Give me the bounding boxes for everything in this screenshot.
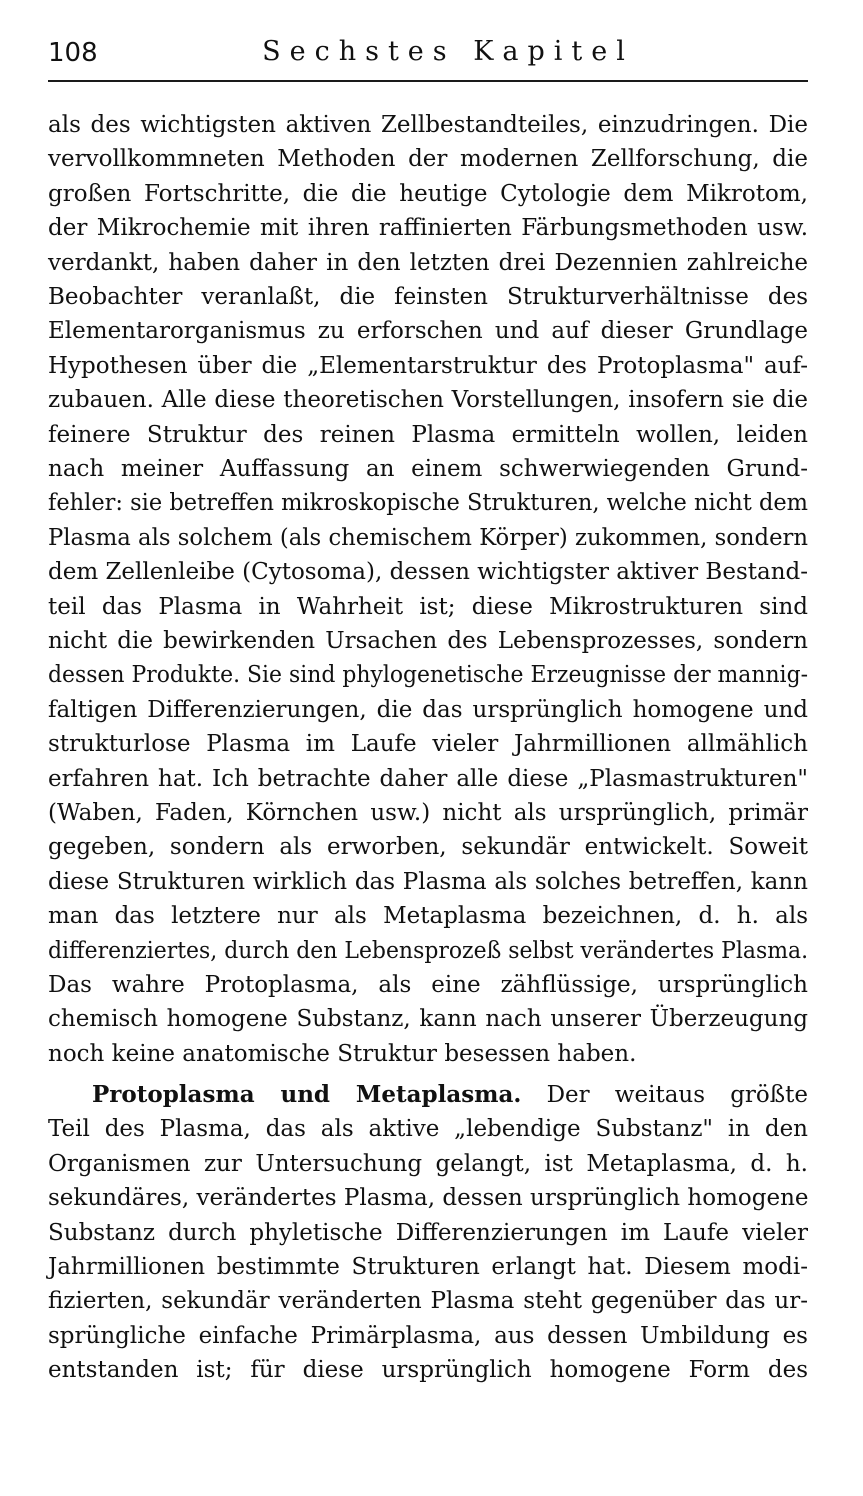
text-line: vervollkommneten Methoden der modernen Zellforschung, die [48, 146, 808, 173]
section-first-line [92, 1078, 808, 1112]
text-line: entstanden ist; für diese ursprünglich homogene Form des [48, 1357, 808, 1384]
text-line: dem Zellenleibe (Cytosoma), dessen wichtigster aktiver Bestand- [48, 559, 809, 586]
text-run: Der weitaus größte [546, 1082, 808, 1108]
text-line: noch keine anatomische Struktur besessen haben. [48, 1040, 637, 1067]
section-heading: Protoplasma und Metaplasma. [92, 1081, 522, 1108]
text-line: diese Strukturen wirklich das Plasma als solches betreffen, kann [48, 868, 808, 895]
text-line: großen Fortschritte, die die heutige Cytologie dem Mikrotom, [48, 180, 808, 207]
text-line: Das wahre Protoplasma, als eine zähflüssige, ursprünglich [48, 972, 808, 998]
text-line: (Waben, Faden, Körnchen usw.) nicht als ursprünglich, primär [48, 800, 808, 826]
text-line: nicht die bewirkenden Ursachen des Lebensprozesses, sondern [48, 628, 808, 654]
text-line: dessen Produkte. Sie sind phylogenetische Erzeugnisse der mannig- [48, 662, 808, 689]
page-number: 108 [48, 38, 98, 68]
text-line: fehler: sie betreffen mikroskopische Strukturen, welche nicht dem [48, 490, 809, 517]
text-line: zubauen. Alle diese theoretischen Vorstellungen, insofern sie die [48, 387, 808, 414]
text-line: fizierten, sekundär veränderten Plasma steht gegenüber das ur- [48, 1288, 808, 1315]
text-line: differenziertes, durch den Lebensprozeß selbst verändertes Plasma. [48, 937, 809, 964]
text-line: teil das Plasma in Wahrheit ist; diese Mikrostrukturen sind [48, 593, 808, 620]
text-line: Jahrmillionen bestimmte Strukturen erlangt hat. Diesem modi- [48, 1254, 808, 1280]
text-line: Hypothesen über die „Elementarstruktur des Protoplasma" auf- [48, 352, 808, 379]
text-line: Organismen zur Untersuchung gelangt, ist Metaplasma, d. h. [48, 1150, 808, 1177]
text-line: nach meiner Auffassung an einem schwerwiegenden Grund- [48, 456, 808, 482]
text-line: sekundäres, verändertes Plasma, dessen ursprünglich homogene [48, 1185, 809, 1212]
running-head-title: Sechstes Kapitel [262, 36, 634, 67]
text-line: chemisch homogene Substanz, kann nach unserer Überzeugung [48, 1006, 808, 1033]
text-line: sprüngliche einfache Primärplasma, aus dessen Umbildung es [48, 1322, 808, 1349]
text-line: gegeben, sondern als erworben, sekundär entwickelt. Soweit [48, 834, 808, 861]
text-line: Substanz durch phyletische Differenzierungen im Laufe vieler [48, 1219, 808, 1246]
page-header [48, 36, 808, 82]
text-line: erfahren hat. Ich betrachte daher alle diese „Plasmastrukturen" [48, 765, 808, 792]
text-line: Teil des Plasma, das als aktive „lebendige Substanz" in den [48, 1116, 808, 1143]
text-line: feinere Struktur des reinen Plasma ermitteln wollen, leiden [48, 421, 808, 448]
text-line: verdankt, haben daher in den letzten drei Dezennien zahlreiche [48, 249, 808, 276]
text-line: Beobachter veranlaßt, die feinsten Strukturverhältnisse des [48, 284, 808, 310]
text-line: Plasma als solchem (als chemischem Körper) zukommen, sondern [48, 524, 808, 551]
text-line: strukturlose Plasma im Laufe vieler Jahrmillionen allmählich [48, 731, 808, 758]
text-line: faltigen Differenzierungen, die das ursprünglich homogene und [48, 696, 808, 723]
text-line: man das letztere nur als Metaplasma bezeichnen, d. h. als [48, 903, 808, 930]
text-line: der Mikrochemie mit ihren raffinierten Färbungsmethoden usw. [48, 215, 808, 242]
text-line: als des wichtigsten aktiven Zellbestandteiles, einzudringen. Die [48, 112, 808, 138]
text-line: Elementarorganismus zu erforschen und auf dieser Grundlage [48, 318, 808, 345]
